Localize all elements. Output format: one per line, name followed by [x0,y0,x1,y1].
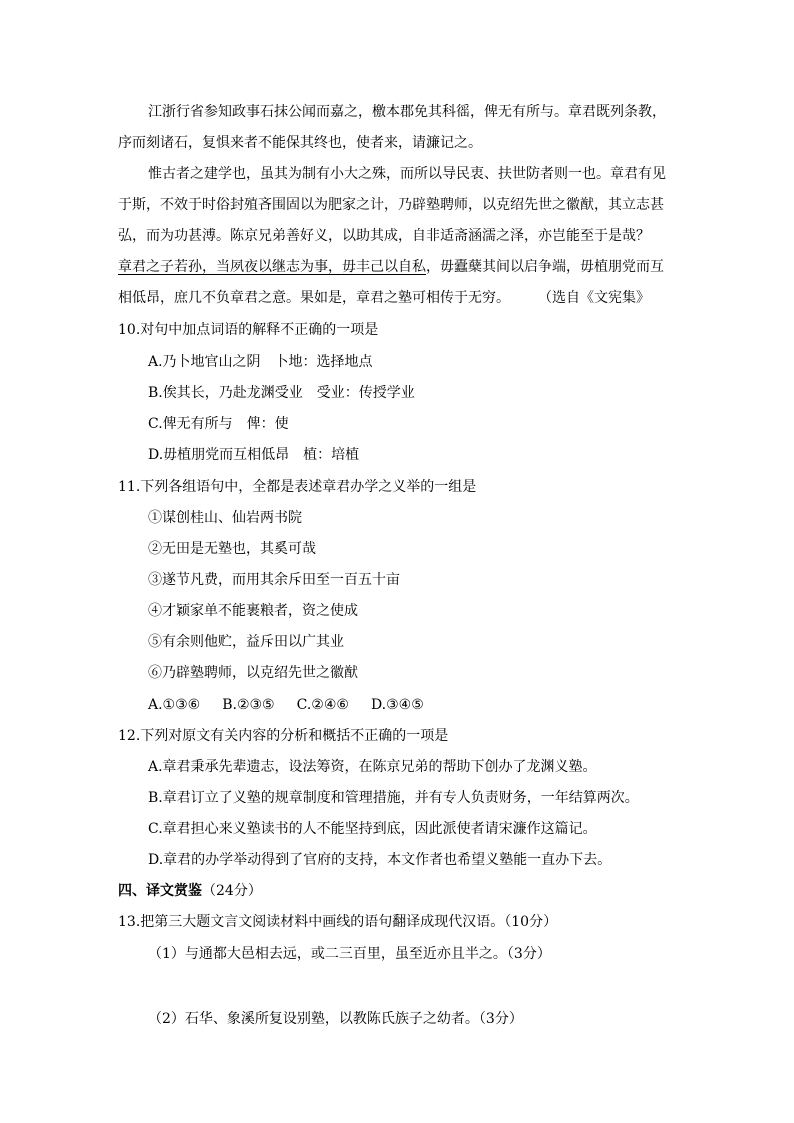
question-12-option-b: B.章君订立了义塾的规章制度和管理措施，并有专人负责财务，一年结算两次。 [148,790,639,806]
section-4-heading [118,882,262,900]
passage-paragraph-2-line-4 [118,258,664,276]
passage-line-5-text: 相低昂，庶几不负章君之意。果如是，章君之塾可相传于无穷。 [118,290,510,306]
question-12-option-c: C.章君担心来义塾读书的人不能坚持到底，因此派使者请宋濂作这篇记。 [148,821,597,837]
question-11-choice-c: C.②④⑥ [296,697,349,713]
question-10-option-b: B.俟其长，乃赴龙渊受业 受业：传授学业 [148,385,415,401]
question-10-option-a: A.乃卜地官山之阴 卜地：选择地点 [148,354,373,370]
passage-paragraph-2-line-1: 惟古者之建学也，虽其为制有小大之殊，而所以导民衷、扶世防者则一也。章君有见 [148,166,666,182]
passage-paragraph-2-line-5 [118,289,650,307]
passage-paragraph-1-line-2: 序而刻诸石，复惧来者不能保其终也，使者来，请濂记之。 [118,135,482,151]
question-10-option-d: D.毋植朋党而互相低昂 植：培植 [148,447,360,463]
question-13-sub-1: （1）与通都大邑相去远，或二三百里，虽至近亦且半之。（3分） [148,946,551,962]
question-10-stem: 10.对句中加点词语的解释不正确的一项是 [118,322,379,338]
question-12-option-d: D.章君的办学举动得到了官府的支持，本文作者也希望义塾能一直办下去。 [148,852,612,868]
question-11-item-2: ②无田是无塾也，其奚可哉 [148,541,316,557]
question-11-choices [148,696,424,714]
section-4-score: （24分） [202,883,262,899]
question-11-item-4: ④才颖家单不能裹粮者，资之使成 [148,603,358,619]
question-11-item-6: ⑥乃辟塾聘师，以克绍先世之徽猷 [148,665,358,681]
passage-line-4-rest: ，毋蠹蘖其间以启争端，毋植朋党而互 [426,259,664,275]
passage-paragraph-1-line-1: 江浙行省参知政事石抹公闻而嘉之，檄本郡免其科徭，俾无有所与。章君既列条教， [148,104,666,120]
question-12-stem: 12.下列对原文有关内容的分析和概括不正确的一项是 [118,728,449,744]
passage-source: （选自《文宪集》 [538,290,650,306]
passage-paragraph-2-line-3: 弘，而为功甚溥。陈京兄弟善好义，以助其成，自非适斋涵濡之泽，亦岂能至于是哉？ [118,228,650,244]
question-11-choice-a: A.①③⑥ [148,697,201,713]
underlined-sentence: 章君之子若孙，当夙夜以继志为事，毋丰己以自私 [118,259,426,275]
question-11-item-5: ⑤有余则他贮，益斥田以广其业 [148,634,344,650]
section-4-title: 四、译文赏鉴 [118,883,202,899]
question-13-stem: 13.把第三大题文言文阅读材料中画线的语句翻译成现代汉语。（10分） [118,914,558,930]
question-11-choice-b: B.②③⑤ [222,697,275,713]
question-12-option-a: A.章君秉承先辈遗志，设法筹资，在陈京兄弟的帮助下创办了龙渊义塾。 [148,759,597,775]
question-13-sub-2: （2）石华、象溪所复设别塾，以教陈氏族子之幼者。（3分） [148,1011,523,1027]
question-10-option-c: C.俾无有所与 俾：使 [148,416,289,432]
question-11-choice-d: D.③④⑤ [370,697,424,713]
question-11-stem: 11.下列各组语句中，全都是表述章君办学之义举的一组是 [118,479,477,495]
question-11-item-3: ③遂节凡费，而用其余斥田至一百五十亩 [148,572,400,588]
passage-paragraph-2-line-2: 于斯，不效于时俗封殖吝围固以为肥家之计，乃辟塾聘师，以克绍先世之徽猷，其立志甚 [118,197,664,213]
question-11-item-1: ①谋创桂山、仙岩两书院 [148,510,302,526]
